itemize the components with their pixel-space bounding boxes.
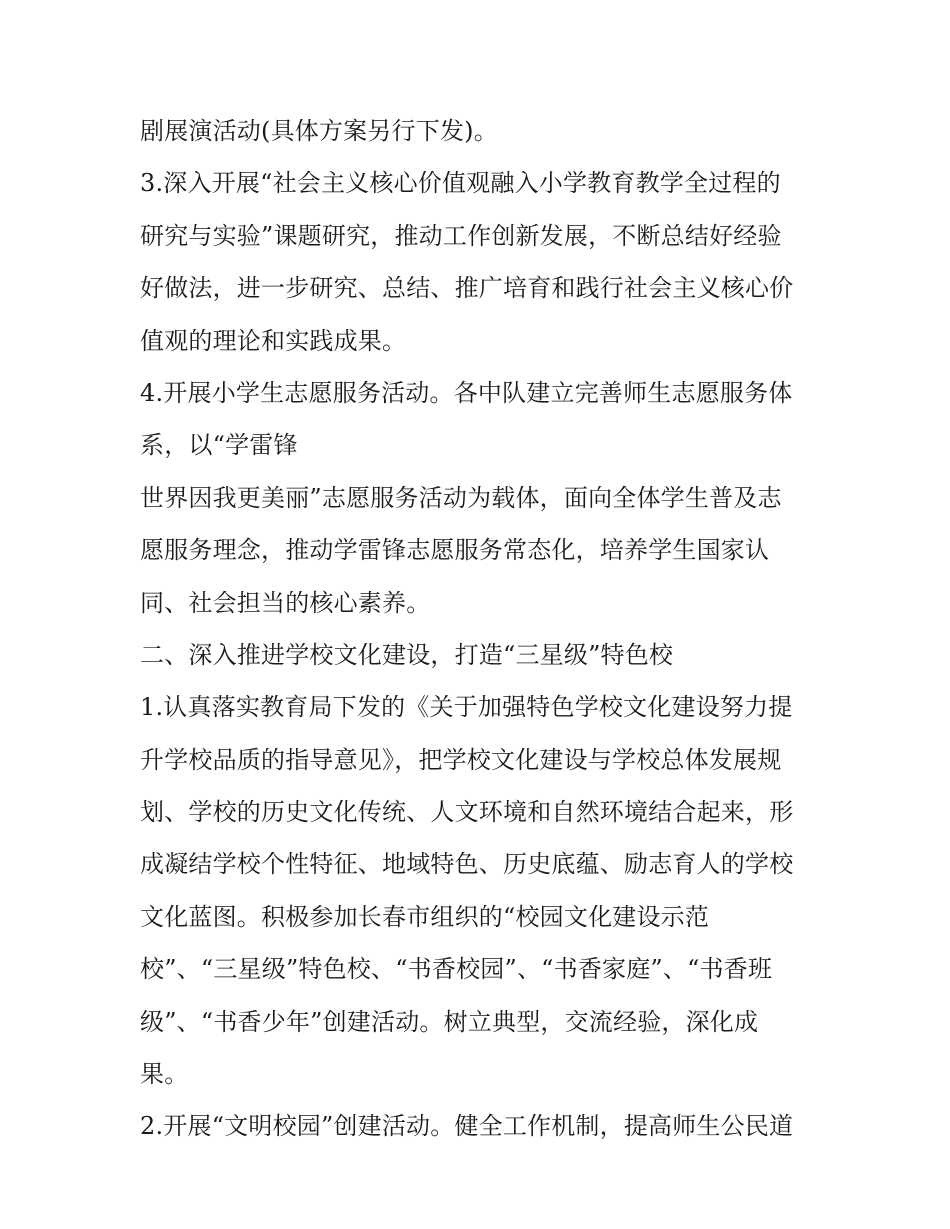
text-line: 愿服务理念，推动学雷锋志愿服务常态化，培养学生国家认 <box>140 536 770 565</box>
text-line: 果。 <box>140 1060 189 1089</box>
text-line: 3.深入开展“社会主义核心价值观融入小学教育教学全过程的 <box>140 169 781 198</box>
text-line: 剧展演活动(具体方案另行下发)。 <box>140 117 498 145</box>
text-line: 划、学校的历史文化传统、人文环境和自然环境结合起来，形 <box>140 798 794 827</box>
text-line: 升学校品质的指导意见》，把学校文化建设与学校总体发展规 <box>140 745 782 774</box>
text-line: 同、社会担当的核心素养。 <box>140 588 431 617</box>
text-line: 文化蓝图。积极参加长春市组织的“校园文化建设示范 <box>140 902 710 931</box>
text-line: 2.开展“文明校园”创建活动。健全工作机制，提高师生公民道 <box>140 1112 794 1141</box>
text-line: 校”、“三星级”特色校、“书香校园”、“书香家庭”、“书香班 <box>140 955 773 984</box>
text-line: 成凝结学校个性特征、地域特色、历史底蕴、励志育人的学校 <box>140 850 794 879</box>
document-body <box>140 105 830 1153</box>
text-line: 值观的理论和实践成果。 <box>140 326 407 355</box>
section-heading: 二、深入推进学校文化建设，打造“三星级”特色校 <box>140 640 674 669</box>
text-line: 4.开展小学生志愿服务活动。各中队建立完善师生志愿服务体 <box>140 378 793 407</box>
text-line: 研究与实验”课题研究，推动工作创新发展，不断总结好经验 <box>140 221 782 250</box>
text-line: 1.认真落实教育局下发的《关于加强特色学校文化建设努力提 <box>140 693 793 722</box>
text-line: 系，以“学雷锋 <box>140 431 298 460</box>
text-line: 级”、“书香少年”创建活动。树立典型，交流经验，深化成 <box>140 1007 759 1036</box>
text-line: 好做法，进一步研究、总结、推广培育和践行社会主义核心价 <box>140 274 794 303</box>
text-line: 世界因我更美丽”志愿服务活动为载体，面向全体学生普及志 <box>140 483 782 512</box>
